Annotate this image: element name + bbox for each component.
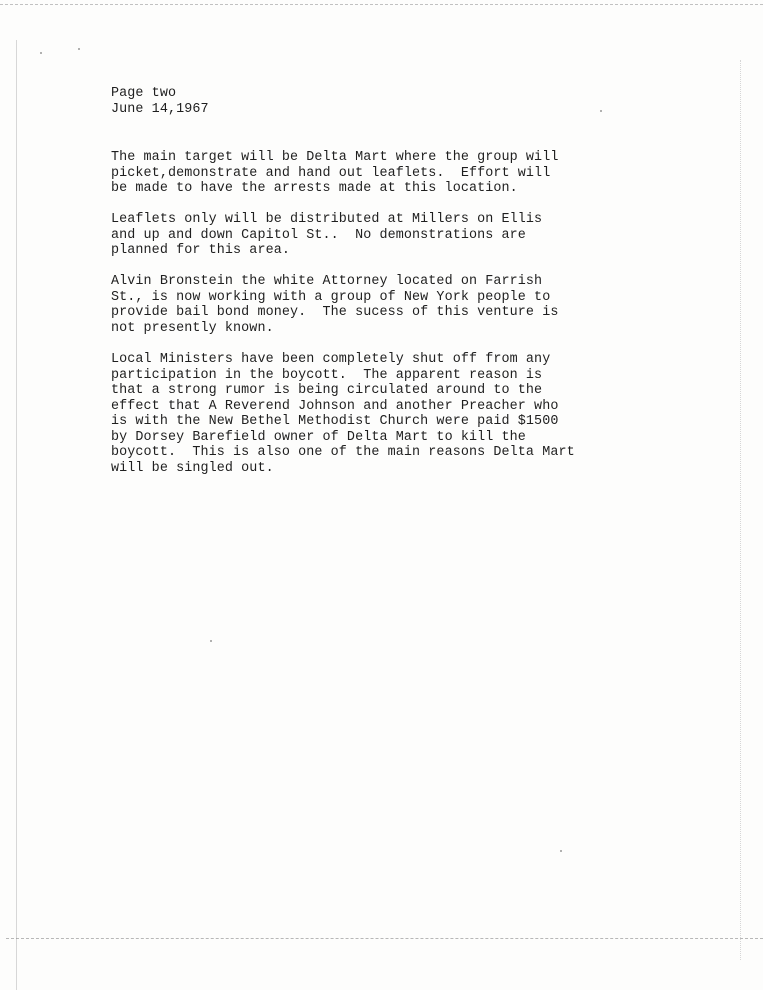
text-line: The main target will be Delta Mart where the group will [111,150,559,165]
text-line: Alvin Bronstein the white Attorney located on Farrish [111,274,543,289]
scan-speck [78,48,80,50]
page-label: Page two [111,86,177,101]
text-line: Local Ministers have been completely shut off from any [111,352,551,367]
text-line: by Dorsey Barefield owner of Delta Mart to kill the [111,429,526,445]
text-line: provide bail bond money. The sucess of this venture is [111,305,559,320]
paragraph [111,212,542,259]
text-line: boycott. This is also one of the main reasons Delta Mart [111,445,575,460]
paragraph [111,150,558,197]
text-line: that a strong rumor is being circulated around to the [111,383,543,398]
text-line: Leaflets only will be distributed at Millers on Ellis [111,212,543,227]
scan-speck [210,640,212,642]
scan-edge-right [740,60,741,960]
text-line: effect that A Reverend Johnson and another Preacher who [111,398,559,414]
paragraph [111,274,558,336]
text-line: St., is now working with a group of New York people to [111,289,551,305]
scan-speck [600,110,602,112]
scan-speck [560,850,562,852]
text-line: picket,demonstrate and hand out leaflets. Effort will [111,165,551,181]
scan-speck [40,52,42,54]
text-line: is with the New Bethel Methodist Church were paid $1500 [111,414,559,429]
memo-date: June 14,1967 [111,101,209,117]
text-line: and up and down Capitol St.. No demonstrations are [111,227,526,243]
paragraph [111,352,575,476]
text-line: participation in the boycott. The apparent reason is [111,367,543,383]
page-header [111,86,209,117]
text-line: planned for this area. [111,243,290,258]
scan-edge-left [16,40,17,990]
text-line: be made to have the arrests made at this location. [111,181,518,196]
scan-edge-bottom [6,938,763,939]
scan-edge-top [0,4,763,5]
text-line: will be singled out. [111,460,274,476]
text-line: not presently known. [111,320,274,336]
